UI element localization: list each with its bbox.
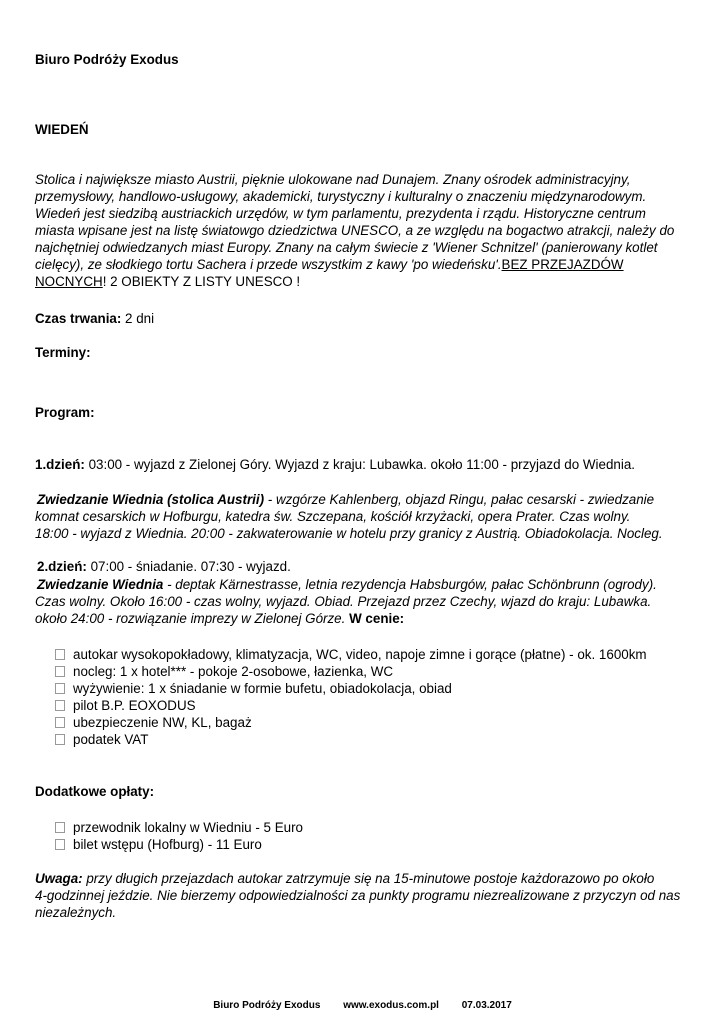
day2-tour-text: - deptak Kärnestrasse, letnia rezydencja Habsburgów, pałac Schönbrunn (ogrody). bbox=[163, 577, 657, 592]
day2-tour-line bbox=[37, 576, 697, 593]
included-item-text: autokar wysokopokładowy, klimatyzacja, WC, video, napoje zimne i gorące (płatne) - ok. 1600km bbox=[73, 647, 647, 662]
footer-website[interactable]: www.exodus.com.pl bbox=[343, 1000, 439, 1011]
included-item-text: ubezpieczenie NW, KL, bagaż bbox=[73, 715, 252, 730]
day2-tour-title: Zwiedzanie Wiednia bbox=[37, 577, 164, 592]
included-item bbox=[55, 731, 148, 748]
no-night-travel-link[interactable]: BEZ PRZEJAZDÓW bbox=[501, 257, 624, 272]
note-line bbox=[35, 870, 695, 887]
day2-tour-line bbox=[35, 610, 697, 627]
bullet-box-icon bbox=[55, 649, 65, 660]
day1-label: 1.dzień: bbox=[35, 457, 85, 472]
day1-text: 03:00 - wyjazd z Zielonej Góry. Wyjazd z kraju: Lubawka. około 11:00 - przyjazd do Wiednia. bbox=[84, 457, 635, 472]
day2-label: 2.dzień: bbox=[37, 559, 87, 574]
included-item-text: podatek VAT bbox=[73, 732, 149, 747]
day2-text: 07:00 - śniadanie. 07:30 - wyjazd. bbox=[86, 559, 291, 574]
intro-line: najchętniej odwiedzanych miast Europy. Znany na całym świecie z 'Wiener Schnitzel' (panierowany kotlet bbox=[35, 240, 658, 255]
day1-tour bbox=[37, 491, 697, 542]
extra-charges-label: Dodatkowe opłaty: bbox=[35, 784, 155, 799]
note-label: Uwaga: bbox=[35, 871, 83, 886]
day1-row bbox=[35, 457, 635, 472]
bullet-box-icon bbox=[55, 700, 65, 711]
day1-tour-line: komnat cesarskich w Hofburgu, katedra św. Szczepana, kościół krzyżacki, opera Prater. Czas wolny. bbox=[35, 509, 631, 524]
note-line: 4-godzinnej jeździe. Nie bierzemy odpowiedzialności za punkty programu niezrealizowane z przyczyn od nas bbox=[35, 888, 681, 903]
intro-paragraph bbox=[35, 171, 695, 290]
terms-label: Terminy: bbox=[35, 345, 91, 360]
duration-value: 2 dni bbox=[121, 311, 155, 326]
day2-tour bbox=[37, 576, 697, 627]
day1-tour-line: 18:00 - wyjazd z Wiednia. 20:00 - zakwaterowanie w hotelu przy granicy z Austrią. Obiadokolacja. Nocleg. bbox=[35, 526, 663, 541]
price-includes-label: W cenie: bbox=[349, 611, 405, 626]
bullet-box-icon bbox=[55, 717, 65, 728]
extra-item-text: przewodnik lokalny w Wiedniu - 5 Euro bbox=[73, 820, 303, 835]
included-item bbox=[55, 680, 452, 697]
intro-line: Stolica i największe miasto Austrii, pięknie ulokowane nad Dunajem. Znany ośrodek administracyjny, bbox=[35, 172, 631, 187]
intro-line-italic: cielęcy), ze słodkiego tortu Sachera i przede wszystkim z kawy 'po wiedeńsku'. bbox=[35, 257, 502, 272]
day2-tour-end: około 24:00 - rozwiązanie imprezy w Zielonej Górze. bbox=[35, 611, 350, 626]
included-item bbox=[55, 714, 252, 731]
included-item-text: pilot B.P. EOXODUS bbox=[73, 698, 196, 713]
bullet-box-icon bbox=[55, 822, 65, 833]
day1-tour-line bbox=[37, 491, 697, 508]
duration-label: Czas trwania: bbox=[35, 311, 122, 326]
intro-line bbox=[35, 273, 695, 290]
bullet-box-icon bbox=[55, 666, 65, 677]
day2-tour-line: Czas wolny. Około 16:00 - czas wolny, wyjazd. Obiad. Przejazd przez Czechy, wjazd do kraju: Lubawka. bbox=[35, 594, 652, 609]
duration-row bbox=[35, 311, 154, 326]
unesco-note: ! 2 OBIEKTY Z LISTY UNESCO ! bbox=[102, 274, 301, 289]
page-footer bbox=[0, 1000, 725, 1011]
bullet-box-icon bbox=[55, 683, 65, 694]
intro-line bbox=[35, 256, 695, 273]
note-text: przy długich przejazdach autokar zatrzymuje się na 15-minutowe postoje każdorazowo po około bbox=[82, 871, 655, 886]
intro-line: Wiedeń jest siedzibą austriackich urzędów, w tym parlamentu, prezydenta i rządu. Historyczne centrum bbox=[35, 206, 646, 221]
included-item bbox=[55, 646, 647, 663]
included-item bbox=[55, 663, 393, 680]
included-item-text: nocleg: 1 x hotel*** - pokoje 2-osobowe, łazienka, WC bbox=[73, 664, 394, 679]
no-night-travel-link-cont[interactable]: NOCNYCH bbox=[35, 274, 103, 289]
included-item bbox=[55, 697, 196, 714]
footer-date: 07.03.2017 bbox=[461, 1000, 512, 1011]
footer-company: Biuro Podróży Exodus bbox=[213, 1000, 321, 1011]
day1-tour-title: Zwiedzanie Wiednia (stolica Austrii) bbox=[37, 492, 265, 507]
bullet-box-icon bbox=[55, 839, 65, 850]
intro-line: miasta wpisane jest na listę światowgo dziedzictwa UNESCO, a ze względu na bogactwo atrakcji, należy do bbox=[35, 223, 675, 238]
extra-item bbox=[55, 819, 303, 836]
extra-item-text: bilet wstępu (Hofburg) - 11 Euro bbox=[73, 837, 262, 852]
bullet-box-icon bbox=[55, 734, 65, 745]
note-paragraph bbox=[35, 870, 695, 921]
day1-tour-text: - wzgórze Kahlenberg, objazd Ringu, pałac cesarski - zwiedzanie bbox=[264, 492, 655, 507]
company-header: Biuro Podróży Exodus bbox=[35, 52, 179, 67]
page-title: WIEDEŃ bbox=[35, 122, 89, 137]
day2-row bbox=[37, 559, 291, 574]
intro-line: przemysłowy, handlowo-usługowy, akademicki, turystyczny i kulturalny o znaczeniu międzynarodowym. bbox=[35, 189, 647, 204]
extra-item bbox=[55, 836, 262, 853]
included-item-text: wyżywienie: 1 x śniadanie w formie bufetu, obiadokolacja, obiad bbox=[73, 681, 452, 696]
program-label: Program: bbox=[35, 405, 95, 420]
note-line: niezależnych. bbox=[35, 905, 117, 920]
